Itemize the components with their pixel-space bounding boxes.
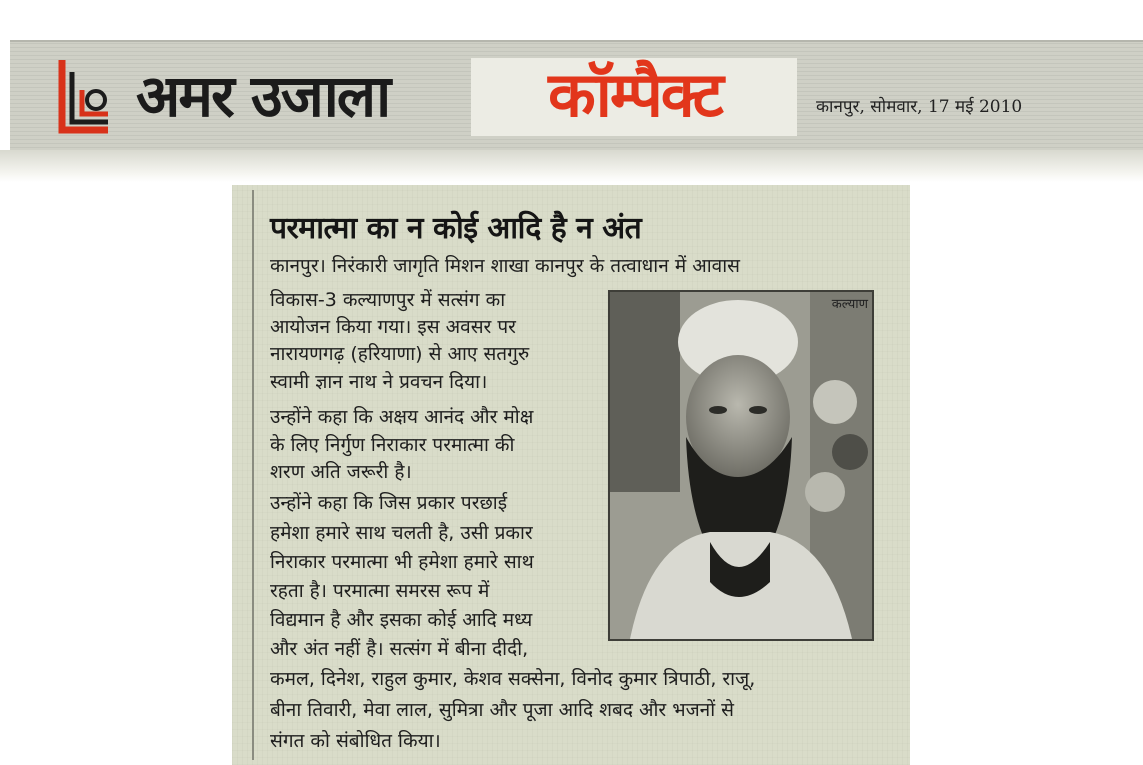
photo-caption: कल्याण (831, 297, 868, 312)
article-line: विकास-3 कल्याणपुर में सत्संग का (270, 289, 506, 311)
article-line: विद्यमान है और इसका कोई आदि मध्य (270, 609, 533, 631)
article-line: उन्होंने कहा कि जिस प्रकार परछाई (270, 492, 508, 514)
article-line: और अंत नहीं है। सत्संग में बीना दीदी, (270, 638, 529, 660)
article-line: संगत को संबोधित किया। (270, 730, 441, 752)
article-line: बीना तिवारी, मेवा लाल, सुमित्रा और पूजा आदि शबद और भजनों से (270, 699, 735, 721)
column-rule (252, 190, 254, 760)
article-line: आयोजन किया गया। इस अवसर पर (270, 316, 516, 338)
masthead-shadow (0, 150, 1143, 182)
newspaper-logo-icon (48, 50, 118, 142)
article-line: के लिए निर्गुण निराकार परमात्मा की (270, 434, 515, 456)
article-line: कमल, दिनेश, राहुल कुमार, केशव सक्सेना, विनोद कुमार त्रिपाठी, राजू, (270, 668, 756, 690)
speaker-photo (608, 290, 874, 641)
article-line: स्वामी ज्ञान नाथ ने प्रवचन दिया। (270, 371, 488, 393)
article-line: उन्होंने कहा कि अक्षय आनंद और मोक्ष (270, 406, 534, 428)
article-line: हमेशा हमारे साथ चलती है, उसी प्रकार (270, 522, 533, 544)
article-line: रहता है। परमात्मा समरस रूप में (270, 580, 490, 602)
edition-name: कॉम्पैक्ट (548, 58, 722, 131)
dateline: कानपुर, सोमवार, 17 मई 2010 (816, 97, 1023, 117)
article-line: कानपुर। निरंकारी जागृति मिशन शाखा कानपुर के तत्वाधान में आवास (270, 255, 740, 277)
newspaper-name: अमर उजाला (136, 62, 390, 130)
article-line: शरण अति जरूरी है। (270, 461, 412, 483)
article-line: नारायणगढ़ (हरियाणा) से आए सतगुरु (270, 343, 530, 365)
article-line: निराकार परमात्मा भी हमेशा हमारे साथ (270, 551, 534, 573)
article-headline: परमात्मा का न कोई आदि है न अंत (270, 211, 642, 246)
